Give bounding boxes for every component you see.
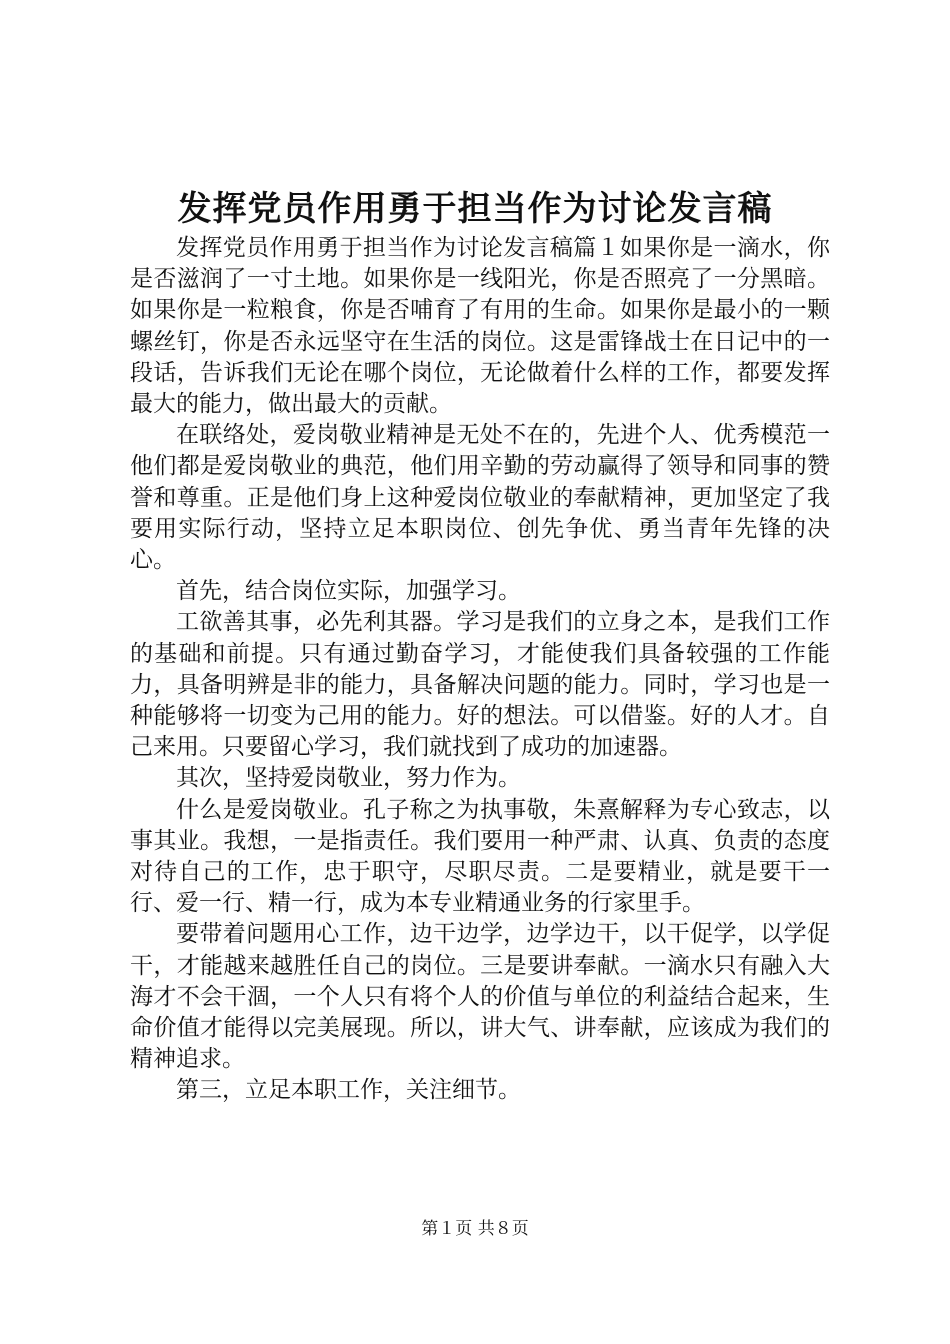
- paragraph-3-heading: 首先，结合岗位实际，加强学习。: [176, 578, 521, 605]
- document-title: 发挥党员作用勇于担当作为讨论发言稿: [177, 189, 773, 229]
- document-body: [130, 233, 830, 1107]
- paragraph-2: 在联络处，爱岗敬业精神是无处不在的，先进个人、优秀模范一他们都是爱岗敬业的典范，他们用辛勤的劳动赢得了领导和同事的赞誉和尊重。正是他们身上这种爱岗位敬业的奉献精神，更加坚定了我要用实际行动，坚持立足本职岗位、创先争优、勇当青年先锋的决心。: [130, 422, 830, 574]
- page-footer: 第１页 共８页: [421, 1219, 529, 1239]
- paragraph-1: 发挥党员作用勇于担当作为讨论发言稿篇１如果你是一滴水，你是否滋润了一寸土地。如果你是一线阳光，你是否照亮了一分黑暗。如果你是一粒粮食，你是否哺育了有用的生命。如果你是最小的一颗螺丝钉，你是否永远坚守在生活的岗位。这是雷锋战士在日记中的一段话，告诉我们无论在哪个岗位，无论做着什么样的工作，都要发挥最大的能力，做出最大的贡献。: [130, 235, 830, 418]
- paragraph-4: 工欲善其事，必先利其器。学习是我们的立身之本，是我们工作的基础和前提。只有通过勤奋学习，才能使我们具备较强的工作能力，具备明辨是非的能力，具备解决问题的能力。同时，学习也是一种能够将一切变为己用的能力。好的想法。可以借鉴。好的人才。自己来用。只要留心学习，我们就找到了成功的加速器。: [130, 609, 830, 761]
- paragraph-5-heading: 其次，坚持爱岗敬业，努力作为。: [176, 765, 521, 792]
- paragraph-8-heading: 第三，立足本职工作，关注细节。: [176, 1077, 521, 1104]
- paragraph-7: 要带着问题用心工作，边干边学，边学边干，以干促学，以学促干，才能越来越胜任自己的岗位。三是要讲奉献。一滴水只有融入大海才不会干涸，一个人只有将个人的价值与单位的利益结合起来，生命价值才能得以完美展现。所以，讲大气、讲奉献，应该成为我们的精神追求。: [130, 921, 830, 1073]
- paragraph-6: 什么是爱岗敬业。孔子称之为执事敬，朱熹解释为专心致志，以事其业。我想，一是指责任。我们要用一种严肃、认真、负责的态度对待自己的工作，忠于职守，尽职尽责。二是要精业，就是要干一行、爱一行、精一行，成为本专业精通业务的行家里手。: [130, 796, 830, 917]
